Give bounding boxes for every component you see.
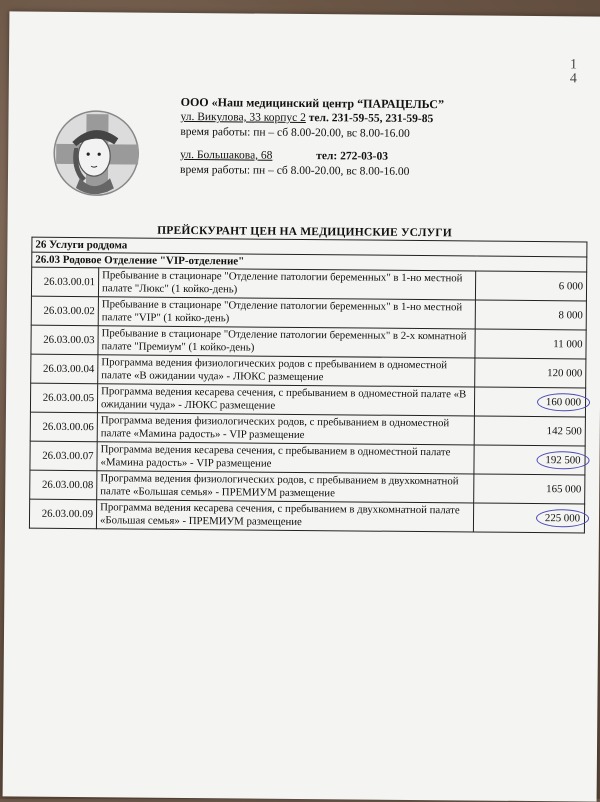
branch1-address: ул. Викулова, 33 корпус 2 bbox=[180, 110, 306, 125]
service-code: 26.03.00.05 bbox=[30, 383, 97, 413]
subsection-heading: 26.03 Родовое Отделение "VIP-отделение" bbox=[32, 252, 587, 272]
service-code: 26.03.00.06 bbox=[30, 412, 97, 442]
service-price bbox=[474, 445, 585, 475]
service-description: Программа ведения кесарева сечения, с пребыванием в двухкомнатной палате «Большая семья» - ПРЕМИУМ размещение bbox=[96, 500, 473, 532]
service-code: 26.03.00.08 bbox=[30, 470, 97, 500]
clinic-header bbox=[180, 95, 581, 181]
branch2-address: ул. Большакова, 68 bbox=[180, 148, 273, 162]
branch1-phone: тел. 231-59-55, 231-59-85 bbox=[308, 112, 434, 126]
page-number bbox=[570, 58, 577, 86]
service-description: Пребывание в стационаре "Отделение патологии беременных" в 2-х комнатной палате "Премиум" (1 койко-день) bbox=[98, 326, 475, 358]
section-heading: 26 Услуги роддома bbox=[32, 237, 587, 257]
service-description: Программа ведения кесарева сечения, с пребыванием в одноместной палате «Мамина радость» - VIP размещение bbox=[97, 442, 474, 474]
service-price: 120 000 bbox=[475, 358, 586, 388]
circled-price-mark: 160 000 bbox=[537, 393, 590, 411]
branch2-phone: тел: 272-03-03 bbox=[316, 150, 389, 163]
branch2-hours: время работы: пн – сб 8.00-20.00, вс 8.00-16.00 bbox=[180, 163, 410, 178]
service-description: Программа ведения кесарева сечения, с пребыванием в одноместной палате «В ожидании чуда» - ЛЮКС размещение bbox=[97, 384, 474, 416]
service-description: Программа ведения физиологических родов с пребыванием в одноместной палате «В ожидании чуда» - ЛЮКС размещение bbox=[98, 355, 475, 387]
service-code: 26.03.00.02 bbox=[31, 296, 98, 326]
branch1-hours: время работы: пн – сб 8.00-20.00, вс 8.00-16.00 bbox=[180, 125, 410, 140]
service-price bbox=[473, 503, 584, 533]
service-price: 142 500 bbox=[474, 416, 585, 446]
page-number-text: 1 4 bbox=[569, 57, 578, 87]
document-page bbox=[3, 11, 600, 801]
service-code: 26.03.00.09 bbox=[29, 499, 96, 529]
circled-price-mark: 225 000 bbox=[536, 509, 589, 527]
service-description: Пребывание в стационаре "Отделение патологии беременных" в 1-но местной палате "VIP" (1 койко-день) bbox=[98, 297, 475, 329]
document-title: ПРЕЙСКУРАНТ ЦЕН НА МЕДИЦИНСКИЕ УСЛУГИ bbox=[157, 224, 452, 240]
organization-name: ООО «Наш медицинский центр “ПАРАЦЕЛЬС” bbox=[180, 94, 445, 112]
service-description: Программа ведения физиологических родов, с пребыванием в двухкомнатной палате «Большая семья» - ПРЕМИУМ размещение bbox=[97, 471, 474, 503]
clinic-logo bbox=[36, 108, 161, 199]
service-code: 26.03.00.04 bbox=[31, 354, 98, 384]
service-code: 26.03.00.07 bbox=[30, 441, 97, 471]
circled-price-mark: 192 500 bbox=[536, 451, 589, 469]
price-row bbox=[29, 499, 584, 533]
price-table bbox=[29, 237, 588, 534]
service-price: 165 000 bbox=[474, 474, 585, 504]
service-description: Программа ведения физиологических родов, с пребыванием в одноместной палате «Мамина радость» - VIP размещение bbox=[97, 413, 474, 445]
service-description: Пребывание в стационаре "Отделение патологии беременных" в 1-но местной палате "Люкс" (1 койко-день) bbox=[98, 268, 475, 300]
service-price: 8 000 bbox=[475, 300, 586, 330]
service-code: 26.03.00.03 bbox=[31, 325, 98, 355]
service-price: 11 000 bbox=[475, 329, 586, 359]
service-code: 26.03.00.01 bbox=[31, 267, 98, 297]
service-price bbox=[474, 387, 585, 417]
service-price: 6 000 bbox=[475, 271, 586, 301]
